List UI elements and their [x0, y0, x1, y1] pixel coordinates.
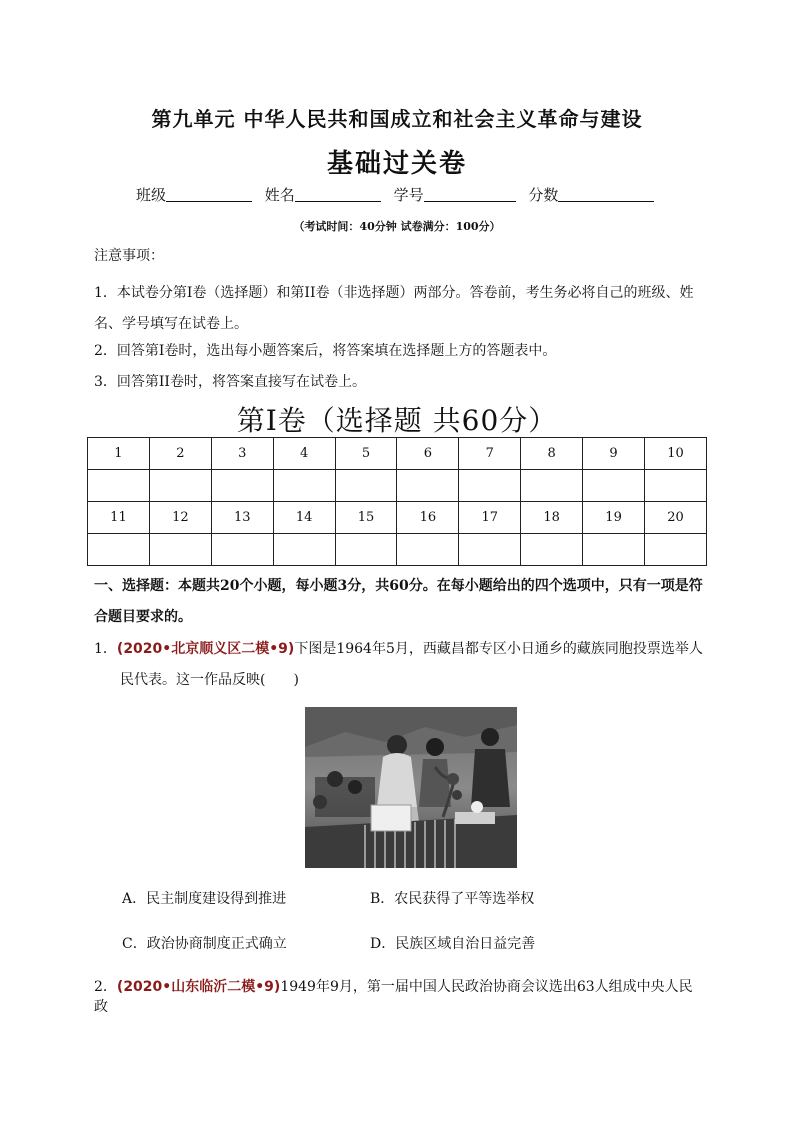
answer-blank-cell[interactable]: [149, 534, 211, 566]
answer-number-cell: 16: [397, 502, 459, 534]
answer-number-cell: 5: [335, 438, 397, 470]
answer-number-cell: 15: [335, 502, 397, 534]
class-blank[interactable]: [166, 186, 252, 202]
answer-number-cell: 3: [211, 438, 273, 470]
answer-number-cell: 18: [521, 502, 583, 534]
answer-blank-cell[interactable]: [88, 470, 150, 502]
answer-number-cell: 10: [645, 438, 707, 470]
answer-blank-row: [88, 470, 707, 502]
voting-photo-icon: [305, 707, 517, 868]
section-title: 第I卷（选择题 共60分）: [236, 404, 558, 437]
name-blank[interactable]: [295, 186, 381, 202]
option-c[interactable]: C．政治协商制度正式确立: [122, 936, 287, 952]
answer-blank-cell[interactable]: [397, 534, 459, 566]
answer-blank-cell[interactable]: [459, 470, 521, 502]
id-label: 学号: [393, 186, 424, 204]
answer-number-cell: 13: [211, 502, 273, 534]
id-blank[interactable]: [424, 186, 516, 202]
answer-blank-cell[interactable]: [521, 534, 583, 566]
answer-blank-cell[interactable]: [273, 470, 335, 502]
answer-blank-cell[interactable]: [459, 534, 521, 566]
answer-blank-cell[interactable]: [149, 470, 211, 502]
question-1: [94, 634, 704, 696]
answer-blank-cell[interactable]: [521, 470, 583, 502]
question-source: (2020•北京顺义区二模•9): [116, 641, 295, 657]
answer-number-cell: 19: [583, 502, 645, 534]
note-item-2: 2．回答第I卷时，选出每小题答案后，将答案填在选择题上方的答题表中。: [94, 343, 557, 359]
answer-blank-cell[interactable]: [211, 470, 273, 502]
answer-blank-cell[interactable]: [583, 534, 645, 566]
note-item-1: 1．本试卷分第I卷（选择题）和第II卷（非选择题）两部分。答卷前，考生务必将自己的班级、姓名、学号填写在试卷上。: [94, 285, 694, 332]
paper-subtitle: 基础过关卷: [326, 149, 467, 179]
exam-info: （考试时间：40分钟 试卷满分：100分）: [293, 220, 501, 233]
answer-blank-cell[interactable]: [335, 470, 397, 502]
unit-title: 第九单元 中华人民共和国成立和社会主义革命与建设: [151, 107, 643, 131]
option-b[interactable]: B．农民获得了平等选举权: [370, 891, 535, 907]
answer-blank-cell[interactable]: [397, 470, 459, 502]
question-number: 2．: [94, 979, 117, 995]
answer-number-cell: 12: [149, 502, 211, 534]
answer-number-cell: 14: [273, 502, 335, 534]
question-section-intro: 一、选择题：本题共20个小题，每小题3分，共60分。在每小题给出的四个选项中，只有一项是符合题目要求的。: [94, 578, 703, 625]
answer-blank-cell[interactable]: [88, 534, 150, 566]
score-label: 分数: [528, 186, 559, 204]
class-label: 班级: [136, 186, 167, 204]
score-blank[interactable]: [558, 186, 654, 202]
note-item-3: 3．回答第II卷时，将答案直接写在试卷上。: [94, 374, 366, 390]
answer-blank-cell[interactable]: [273, 534, 335, 566]
answer-blank-cell[interactable]: [645, 534, 707, 566]
question-2: [94, 977, 706, 1017]
name-label: 姓名: [264, 186, 295, 204]
notes-title: 注意事项：: [94, 248, 164, 264]
option-d[interactable]: D．民族区域自治日益完善: [370, 936, 536, 952]
answer-blank-cell[interactable]: [583, 470, 645, 502]
question-text: 下图是1964年5月，西藏昌都专区小日通乡的藏族同胞投票选举人: [294, 641, 703, 657]
question-source: (2020•山东临沂二模•9): [116, 979, 281, 995]
answer-blank-cell[interactable]: [211, 534, 273, 566]
answer-blank-row: [88, 534, 707, 566]
option-a[interactable]: A．民主制度建设得到推进: [122, 891, 287, 907]
question-text: 1949年9月，第一届中国人民政治协商会议选出63人组成中央人民政: [94, 979, 693, 1015]
answer-table: [87, 437, 707, 566]
answer-number-cell: 20: [645, 502, 707, 534]
question-number: 1．: [94, 641, 117, 657]
answer-number-cell: 6: [397, 438, 459, 470]
answer-number-cell: 17: [459, 502, 521, 534]
answer-blank-cell[interactable]: [645, 470, 707, 502]
answer-number-cell: 4: [273, 438, 335, 470]
answer-number-cell: 11: [88, 502, 150, 534]
student-info-row: [136, 184, 662, 205]
answer-number-row: [88, 438, 707, 470]
answer-number-cell: 9: [583, 438, 645, 470]
answer-number-cell: 1: [88, 438, 150, 470]
answer-number-cell: 8: [521, 438, 583, 470]
answer-number-cell: 7: [459, 438, 521, 470]
answer-number-row: [88, 502, 707, 534]
answer-number-cell: 2: [149, 438, 211, 470]
answer-blank-cell[interactable]: [335, 534, 397, 566]
question-text-continued: 民代表。这一作品反映( ): [120, 672, 299, 688]
